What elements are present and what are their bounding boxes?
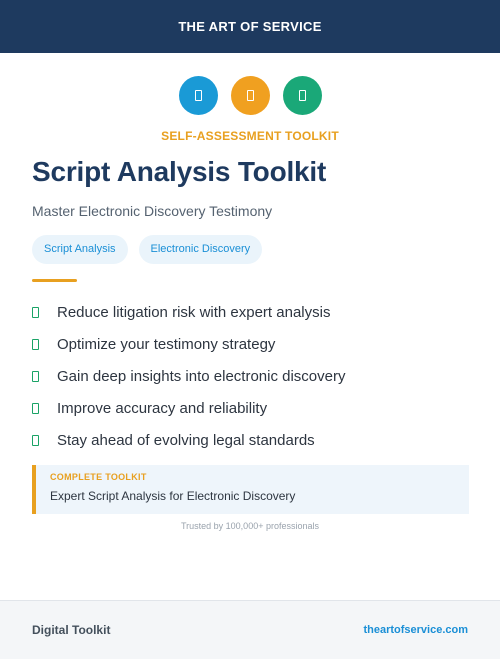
tag-script-analysis[interactable]: Script Analysis xyxy=(32,235,128,264)
green-circle xyxy=(283,76,322,115)
brand-title: THE ART OF SERVICE xyxy=(178,19,322,34)
page-subtitle: Master Electronic Discovery Testimony xyxy=(32,203,273,219)
check-icon xyxy=(32,339,39,350)
document-icon xyxy=(195,90,202,101)
toolkit-callout xyxy=(32,465,469,514)
check-icon xyxy=(32,435,39,446)
kicker-label: SELF-ASSESSMENT TOOLKIT xyxy=(161,129,339,143)
feature-item xyxy=(32,296,472,328)
callout-label: COMPLETE TOOLKIT xyxy=(50,472,147,482)
feature-item xyxy=(32,424,472,456)
icon-row xyxy=(0,76,500,115)
check-icon xyxy=(32,307,39,318)
trusted-note: Trusted by 100,000+ professionals xyxy=(180,521,319,531)
feature-text: Reduce litigation risk with expert analysis xyxy=(57,303,331,321)
feature-item xyxy=(32,328,472,360)
feature-text: Stay ahead of evolving legal standards xyxy=(57,431,315,449)
check-icon xyxy=(32,371,39,382)
feature-text: Optimize your testimony strategy xyxy=(57,335,276,353)
footer-label: Digital Toolkit xyxy=(32,623,111,637)
feature-item xyxy=(32,360,472,392)
footer-bar xyxy=(0,600,500,659)
header-bar xyxy=(0,0,500,53)
callout-text: Expert Script Analysis for Electronic Discovery xyxy=(50,489,296,503)
tag-list xyxy=(32,235,262,264)
document-icon xyxy=(247,90,254,101)
page-title: Script Analysis Toolkit xyxy=(32,156,327,187)
feature-text: Gain deep insights into electronic discovery xyxy=(57,367,346,385)
tag-electronic-discovery[interactable]: Electronic Discovery xyxy=(139,235,263,264)
orange-circle xyxy=(231,76,270,115)
blue-circle xyxy=(179,76,218,115)
feature-text: Improve accuracy and reliability xyxy=(57,399,268,417)
feature-list xyxy=(32,296,472,456)
feature-item xyxy=(32,392,472,424)
document-icon xyxy=(299,90,306,101)
website-link[interactable]: theartofservice.com xyxy=(363,624,468,636)
accent-divider xyxy=(32,279,77,282)
check-icon xyxy=(32,403,39,414)
